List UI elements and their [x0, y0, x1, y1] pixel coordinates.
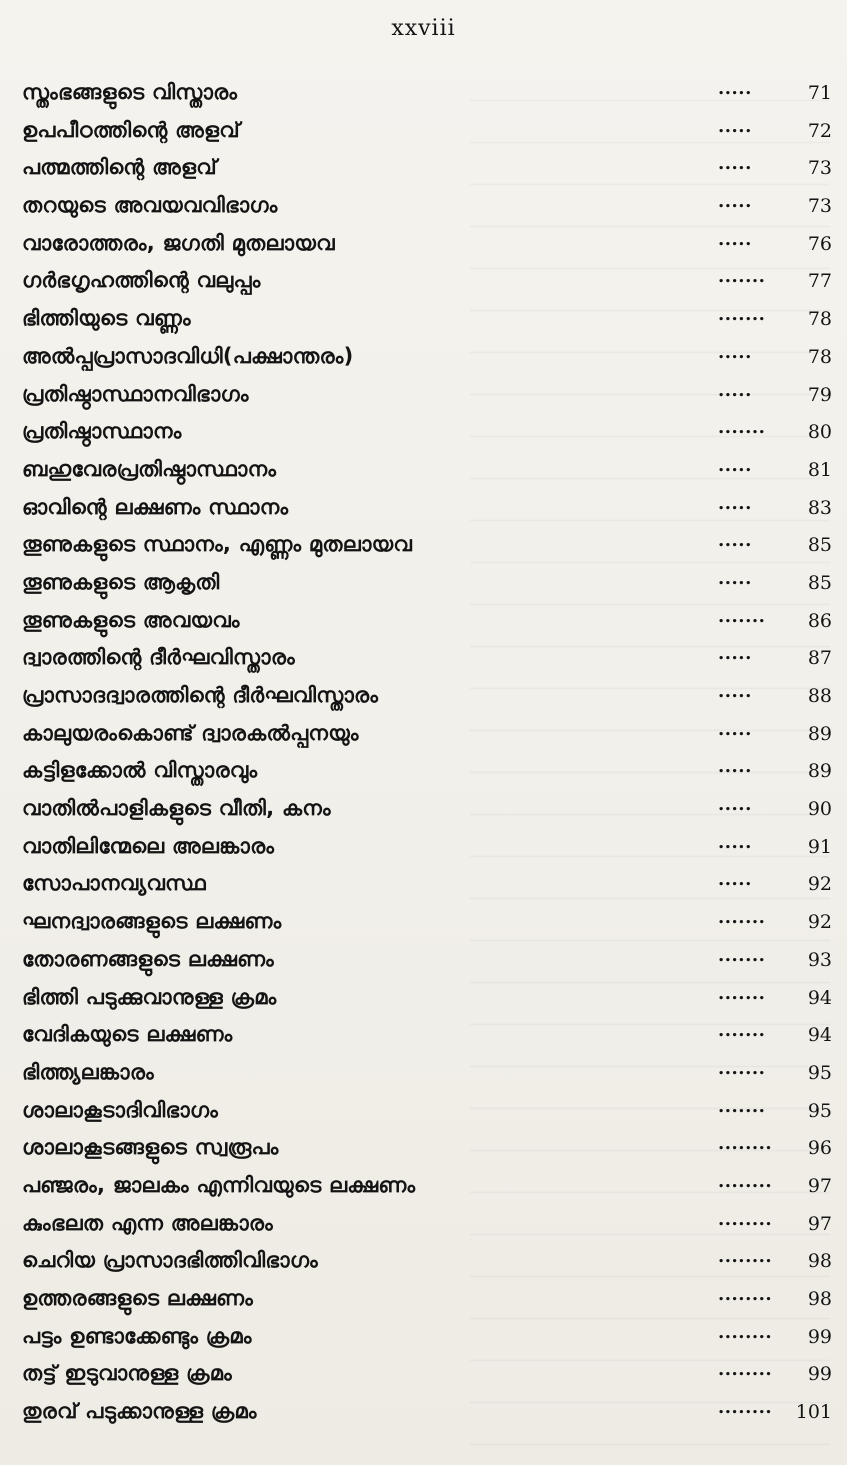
toc-entry — [22, 1131, 834, 1169]
toc-entry-page-number: 95 — [807, 1061, 832, 1084]
toc-entry-title: വേദികയുടെ ലക്ഷണം — [22, 1022, 233, 1047]
toc-entry-title: ഭിത്തിയുടെ വണ്ണം — [22, 306, 191, 331]
toc-entry-title: തുരവ് പടുക്കാനുള്ള ക്രമം — [22, 1399, 257, 1424]
toc-entry — [22, 717, 834, 755]
toc-entry-page-number: 92 — [807, 911, 832, 934]
toc-entry-page-number: 97 — [807, 1212, 832, 1235]
toc-leader-dots: ....... — [718, 907, 766, 929]
toc-entry — [22, 1244, 834, 1282]
toc-entry-title: പത്മത്തിന്റെ അളവ് — [22, 155, 217, 180]
toc-leader-dots: ..... — [718, 831, 752, 853]
toc-leader-dots: ..... — [718, 643, 752, 665]
toc-entry — [22, 1207, 834, 1245]
toc-entry — [22, 415, 834, 453]
page-number: xxviii — [391, 16, 456, 41]
toc-entry-page-number: 78 — [807, 345, 832, 368]
toc-leader-dots: ....... — [718, 266, 766, 288]
toc-leader-dots: ..... — [718, 341, 752, 363]
toc-leader-dots: ........ — [718, 1208, 773, 1230]
toc-entry-page-number: 97 — [807, 1174, 832, 1197]
toc-entry — [22, 264, 834, 302]
toc-entry-title: തോരണങ്ങളുടെ ലക്ഷണം — [22, 946, 275, 971]
toc-leader-dots: ........ — [718, 1246, 773, 1268]
toc-leader-dots: ....... — [718, 605, 766, 627]
toc-entry-title: പട്ടം ഉണ്ടാക്കേണ്ടും ക്രമം — [22, 1323, 252, 1348]
toc-entry — [22, 340, 834, 378]
toc-leader-dots: ..... — [718, 78, 752, 99]
toc-leader-dots: ....... — [718, 1020, 766, 1042]
toc-entry — [22, 604, 834, 642]
toc-leader-dots: ........ — [718, 1321, 773, 1343]
toc-entry-title: പഞ്ജരം, ജാലകം എന്നിവയുടെ ലക്ഷണം — [22, 1172, 416, 1197]
toc-entry-title: ഓവിന്റെ ലക്ഷണം സ്ഥാനം — [22, 494, 289, 519]
toc-entry-page-number: 87 — [807, 647, 832, 670]
toc-entry-page-number: 92 — [807, 873, 832, 896]
toc-entry — [22, 76, 834, 114]
toc-entry-title: സ്തംഭങ്ങളുടെ വിസ്താരം — [22, 80, 238, 104]
toc-entry — [22, 830, 834, 868]
toc-entry — [22, 792, 834, 830]
toc-leader-dots: ........ — [718, 1397, 773, 1419]
toc-entry — [22, 1094, 834, 1132]
toc-entry-title: തൂണുകളുടെ സ്ഥാനം, എണ്ണം മുതലായവ — [22, 532, 413, 557]
toc-leader-dots: ..... — [718, 869, 752, 891]
toc-entry-title: കട്ടിളക്കോൽ വിസ്താരവും — [22, 758, 258, 783]
toc-leader-dots: ..... — [718, 153, 752, 175]
toc-entry-page-number: 80 — [807, 421, 832, 444]
toc-entry-title: തൂണുകളുടെ ആകൃതി — [22, 569, 220, 594]
toc-entry-title: തൂണുകളുടെ അവയവം — [22, 607, 240, 632]
toc-entry-title: ഭിത്തി പടുക്കുവാനുള്ള ക്രമം — [22, 984, 277, 1009]
toc-entry-page-number: 89 — [807, 722, 832, 745]
toc-entry-page-number: 86 — [807, 609, 832, 632]
toc-leader-dots: ..... — [718, 115, 752, 137]
toc-entry-title: തറയുടെ അവയവവിഭാഗം — [22, 193, 278, 218]
toc-entry-title: ബഹുവേരപ്രതിഷ്ഠാസ്ഥാനം — [22, 456, 277, 481]
toc-entry-title: ദ്വാരത്തിന്റെ ദീർഘവിസ്താരം — [22, 645, 295, 670]
toc-entry-page-number: 71 — [807, 82, 832, 104]
toc-entry-title: സോപാനവ്യവസ്ഥ — [22, 871, 206, 896]
toc-entry — [22, 528, 834, 566]
toc-leader-dots: ........ — [718, 1133, 773, 1155]
toc-entry — [22, 943, 834, 981]
toc-leader-dots: ..... — [718, 794, 752, 816]
toc-leader-dots: ..... — [718, 681, 752, 702]
toc-entry-page-number: 95 — [807, 1099, 832, 1122]
table-of-contents — [22, 76, 834, 1433]
toc-leader-dots: ........ — [718, 1170, 773, 1192]
toc-leader-dots: ..... — [718, 530, 752, 552]
toc-entry — [22, 641, 834, 679]
toc-leader-dots: ..... — [718, 191, 752, 213]
toc-entry-page-number: 73 — [807, 157, 832, 180]
toc-entry-page-number: 91 — [807, 835, 832, 858]
toc-entry-title: പ്രതിഷ്ഠാസ്ഥാനവിഭാഗം — [22, 381, 249, 406]
toc-entry — [22, 1282, 834, 1320]
toc-entry-page-number: 78 — [807, 308, 832, 331]
toc-entry-page-number: 94 — [807, 1024, 832, 1047]
toc-entry-title: തട്ട് ഇടുവാനുള്ള ക്രമം — [22, 1361, 233, 1386]
toc-entry-title: ഉപപീഠത്തിന്റെ അളവ് — [22, 117, 240, 142]
toc-entry-page-number: 73 — [807, 195, 832, 218]
toc-entry — [22, 754, 834, 792]
toc-entry — [22, 1357, 834, 1395]
toc-entry — [22, 302, 834, 340]
toc-entry — [22, 1395, 834, 1433]
toc-entry — [22, 1018, 834, 1056]
toc-leader-dots: ..... — [718, 718, 752, 740]
toc-entry — [22, 981, 834, 1019]
toc-entry-title: കുംഭലത എന്ന അലങ്കാരം — [22, 1210, 274, 1235]
toc-entry-page-number: 93 — [807, 948, 832, 971]
toc-entry-title: വാതിലിന്മേലെ അലങ്കാരം — [22, 833, 275, 858]
toc-leader-dots: ....... — [718, 982, 766, 1004]
toc-entry-page-number: 79 — [807, 383, 832, 406]
toc-entry-page-number: 81 — [807, 458, 832, 481]
toc-leader-dots: ..... — [718, 756, 752, 778]
toc-entry — [22, 905, 834, 943]
toc-entry — [22, 679, 834, 717]
toc-leader-dots: ..... — [718, 454, 752, 476]
toc-entry-title: ചെറിയ പ്രാസാദഭിത്തിവിഭാഗം — [22, 1248, 319, 1273]
toc-entry — [22, 227, 834, 265]
toc-leader-dots: ....... — [718, 304, 766, 326]
toc-leader-dots: ....... — [718, 1095, 766, 1117]
toc-entry — [22, 378, 834, 416]
toc-leader-dots: ........ — [718, 1359, 773, 1381]
toc-entry-title: പ്രാസാദദ്വാരത്തിന്റെ ദീർഘവിസ്താരം — [22, 683, 379, 707]
toc-leader-dots: ........ — [718, 1284, 773, 1305]
toc-leader-dots: ....... — [718, 417, 766, 439]
toc-entry-title: ഭിത്ത്യലങ്കാരം — [22, 1059, 154, 1084]
toc-entry — [22, 491, 834, 529]
toc-entry-title: ശാലാകൂടാദിവിഭാഗം — [22, 1097, 219, 1122]
toc-entry-title: കാലുയരംകൊണ്ട് ദ്വാരകൽപ്പനയും — [22, 720, 359, 745]
toc-entry-page-number: 85 — [807, 534, 832, 557]
toc-entry-page-number: 83 — [807, 496, 832, 519]
toc-leader-dots: ..... — [718, 567, 752, 589]
toc-entry-page-number: 76 — [807, 232, 832, 255]
toc-entry-page-number: 96 — [807, 1137, 832, 1160]
toc-entry-page-number: 98 — [807, 1288, 832, 1310]
toc-entry-title: ഉത്തരങ്ങളുടെ ലക്ഷണം — [22, 1286, 254, 1310]
toc-entry-page-number: 94 — [807, 986, 832, 1009]
toc-leader-dots: ..... — [718, 379, 752, 401]
toc-entry — [22, 189, 834, 227]
toc-entry — [22, 867, 834, 905]
toc-entry-title: പ്രതിഷ്ഠാസ്ഥാനം — [22, 419, 182, 444]
toc-entry — [22, 1056, 834, 1094]
toc-leader-dots: ..... — [718, 228, 752, 250]
toc-entry — [22, 566, 834, 604]
toc-entry-page-number: 77 — [807, 270, 832, 293]
toc-entry-page-number: 85 — [807, 571, 832, 594]
toc-leader-dots: ..... — [718, 492, 752, 514]
toc-entry — [22, 114, 834, 152]
toc-entry-page-number: 99 — [807, 1363, 832, 1386]
toc-entry — [22, 453, 834, 491]
toc-entry-page-number: 88 — [807, 685, 832, 707]
toc-leader-dots: ....... — [718, 944, 766, 966]
toc-entry-title: ഘനദ്വാരങ്ങളുടെ ലക്ഷണം — [22, 909, 282, 934]
toc-entry-page-number: 72 — [807, 119, 832, 142]
toc-entry — [22, 1169, 834, 1207]
toc-entry — [22, 151, 834, 189]
toc-entry-page-number: 98 — [807, 1250, 832, 1273]
toc-entry-title: വാതിൽപാളികളുടെ വീതി, കനം — [22, 796, 331, 821]
toc-entry — [22, 1320, 834, 1358]
toc-leader-dots: ....... — [718, 1057, 766, 1079]
toc-entry-page-number: 89 — [807, 760, 832, 783]
toc-entry-title: ഗർഭഗൃഹത്തിന്റെ വലുപ്പം — [22, 268, 261, 293]
toc-entry-title: വാരോത്തരം, ജഗതി മുതലായവ — [22, 230, 335, 255]
toc-entry-title: അൽപ്പപ്രാസാദവിധി(പക്ഷാന്തരം) — [22, 343, 354, 368]
toc-entry-page-number: 99 — [807, 1325, 832, 1348]
toc-entry-page-number: 101 — [795, 1401, 832, 1424]
toc-entry-page-number: 90 — [807, 798, 832, 821]
toc-entry-title: ശാലാകൂടങ്ങളുടെ സ്വരൂപം — [22, 1135, 279, 1160]
